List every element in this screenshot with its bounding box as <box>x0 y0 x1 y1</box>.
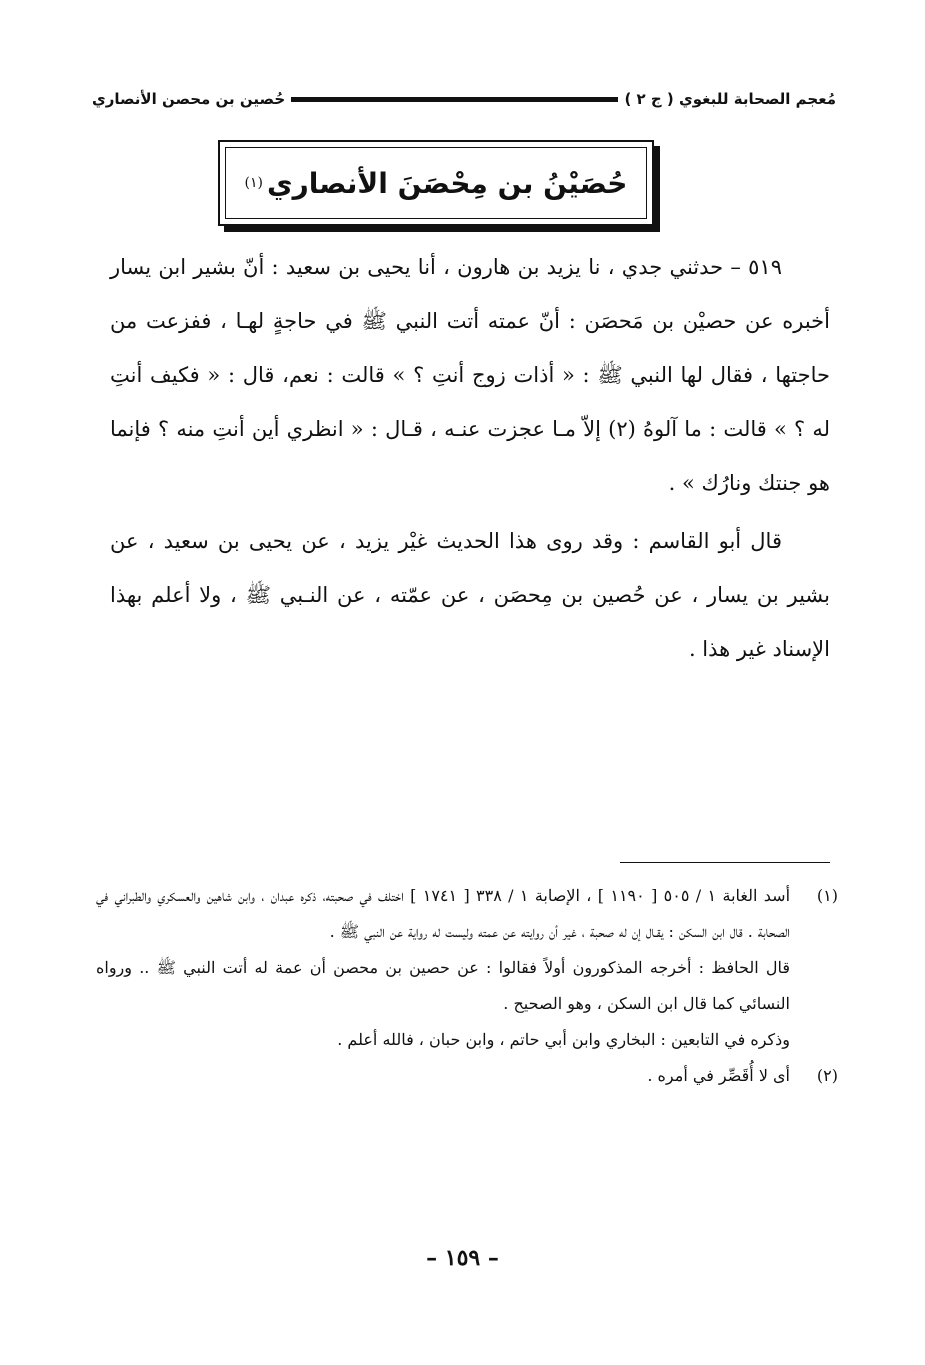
footnote-2-text: أى لا أُقَصِّر في أمره . <box>647 1066 790 1085</box>
footnote-2 <box>96 1058 838 1094</box>
running-header <box>92 84 836 114</box>
entry-title: حُصَيْنُ بن مِحْصَنَ الأنصاري <box>266 166 628 200</box>
header-rule <box>291 97 618 102</box>
footnote-2-body <box>96 1058 790 1094</box>
footnote-1-body <box>96 878 790 1058</box>
header-entry-name: حُصين بن محصن الأنصاري <box>92 90 286 108</box>
footnote-1-number: (١) <box>816 886 838 905</box>
header-book-title: مُعجم الصحابة للبغوي ( ج ٢ ) <box>624 90 836 108</box>
footnote-2-number: (٢) <box>816 1066 838 1085</box>
footnote-separator <box>620 862 830 863</box>
footnote-1-text-a: أسد الغابة ١ / ٥٠٥ [ ١١٩٠ ] ، الإصابة ١ / ٣٣٨ [ ١٧٤١ ] اختلف في صحبته، ذكره عبدان ، وابن شاهين والعسكري والطبراني في الصحابة . قال ابن السكن : يقـال إن له صحبة ، غير أن روايته عن عمته وليست له رواية عن النبي ﷺ . <box>96 886 791 941</box>
title-footnote-marker: (١) <box>244 175 263 191</box>
page-number: – ١٥٩ – <box>426 1245 499 1271</box>
footnote-1-text-b: قال الحافظ : أخرجه المذكورون أولاً فقالوا : عن حصين بن محصن أن عمة له أتت النبي ﷺ .. ورواه النسائي كما قال ابن السكن ، وهو الصحيح . <box>96 958 790 1013</box>
hadith-paragraph: ٥١٩ – حدثني جدي ، نا يزيد بن هارون ، أنا يحيى بن سعيد : أنّ بشير ابن يسار أخبره عن حصيْن بن مَحصَن : أنّ عمته أتت النبي ﷺ في حاجةٍ لهـا ، ففزعت من حاجتها ، فقال لها النبي ﷺ : « أذات زوج أنتِ ؟ » قالت : نعم، قال : « فكيف أنتِ له ؟ » قالت : ما آلوهُ (٢) إلاّ مـا عجزت عنـه ، قـال : « انظري أين أنتِ منه ؟ فإنما هو جنتك ونارُك » . <box>110 255 830 495</box>
commentary-paragraph: قال أبو القاسم : وقد روى هذا الحديث غيْر يزيد ، عن يحيى بن سعيد ، عن بشير بن يسار ، عن حُصين بن مِحصَن ، عن عمّته ، عن النـبي ﷺ ، ولا أعلم بهذا الإسناد غير هذا . <box>110 529 830 661</box>
entry-title-box <box>218 140 654 226</box>
main-text <box>110 240 830 676</box>
footnote-1-text-c: وذكره في التابعين : البخاري وابن أبي حاتم ، وابن حبان ، فالله أعلم . <box>337 1030 790 1049</box>
footnotes <box>96 878 838 1094</box>
footnote-1 <box>96 878 838 1058</box>
